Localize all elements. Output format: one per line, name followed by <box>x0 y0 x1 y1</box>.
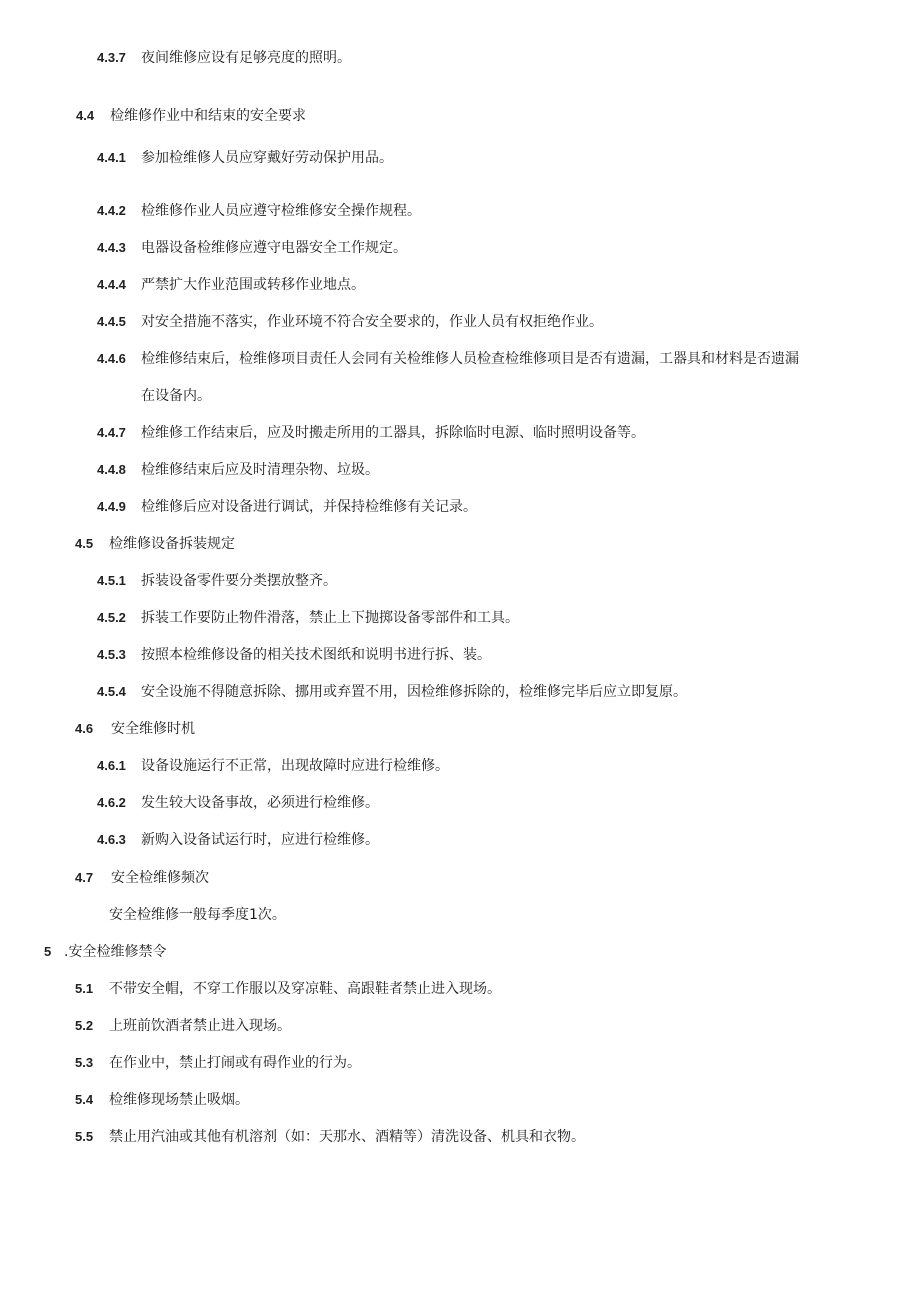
chapter-title: .安全检维修禁令 <box>64 944 167 960</box>
clause-4-5-3 <box>97 645 491 665</box>
clause-text: 电器设备检维修应遵守电器安全工作规定。 <box>141 240 407 256</box>
clause-number: 4.3.7 <box>97 50 126 65</box>
clause-4-5-1 <box>97 571 337 591</box>
clause-text: 检维修现场禁止吸烟。 <box>109 1092 249 1108</box>
clause-5-1 <box>75 979 501 999</box>
section-number: 4.6 <box>75 721 94 736</box>
section-number: 4.5 <box>75 536 94 551</box>
clause-text: 检维修结束后应及时清理杂物、垃圾。 <box>141 462 379 478</box>
clause-text: 严禁扩大作业范围或转移作业地点。 <box>141 277 365 293</box>
section-title: 检维修设备拆装规定 <box>109 536 235 552</box>
clause-4-3-7 <box>97 48 351 68</box>
section-4-7-heading <box>75 868 209 888</box>
clause-number: 4.4.1 <box>97 150 126 165</box>
clause-number: 4.4.7 <box>97 425 126 440</box>
clause-text: 拆装工作要防止物件滑落，禁止上下抛掷设备零部件和工具。 <box>141 610 519 626</box>
clause-number: 4.6.3 <box>97 832 126 847</box>
clause-5-5 <box>75 1127 585 1147</box>
clause-5-2 <box>75 1016 291 1036</box>
clause-4-4-5 <box>97 312 603 332</box>
clause-text: 发生较大设备事故，必须进行检维修。 <box>141 795 379 811</box>
clause-text: 按照本检维修设备的相关技术图纸和说明书进行拆、装。 <box>141 647 491 663</box>
clause-text: 检维修工作结束后，应及时搬走所用的工器具，拆除临时电源、临时照明设备等。 <box>141 425 645 441</box>
clause-text: 不带安全帽，不穿工作服以及穿凉鞋、高跟鞋者禁止进入现场。 <box>109 981 501 997</box>
clause-4-4-4 <box>97 275 365 295</box>
section-title: 检维修作业中和结束的安全要求 <box>110 108 306 124</box>
clause-number: 4.4.9 <box>97 499 126 514</box>
clause-4-5-2 <box>97 608 519 628</box>
section-number: 4.7 <box>75 870 94 885</box>
clause-number: 4.5.2 <box>97 610 126 625</box>
clause-number: 4.4.6 <box>97 351 126 366</box>
clause-text: 在设备内。 <box>141 388 211 404</box>
clause-text: 检维修后应对设备进行调试，并保持检维修有关记录。 <box>141 499 477 515</box>
clause-5-4 <box>75 1090 249 1110</box>
clause-text: 拆装设备零件要分类摆放整齐。 <box>141 573 337 589</box>
clause-4-4-2 <box>97 201 421 221</box>
clause-text: 检维修结束后，检维修项目责任人会同有关检维修人员检查检维修项目是否有遗漏，工器具和材料是否遗漏 <box>141 351 799 367</box>
clause-number: 5.1 <box>75 981 94 996</box>
clause-text: 检维修作业人员应遵守检维修安全操作规程。 <box>141 203 421 219</box>
clause-text: 新购入设备试运行时，应进行检维修。 <box>141 832 379 848</box>
chapter-5-heading <box>44 942 166 962</box>
clause-text: 参加检维修人员应穿戴好劳动保护用品。 <box>141 150 393 166</box>
clause-number: 4.4.5 <box>97 314 126 329</box>
section-title: 安全检维修频次 <box>111 870 209 886</box>
clause-number: 4.5.1 <box>97 573 126 588</box>
clause-number: 4.4.3 <box>97 240 126 255</box>
clause-4-4-6 <box>97 349 799 369</box>
clause-4-4-1 <box>97 148 393 168</box>
clause-number: 4.4.8 <box>97 462 126 477</box>
clause-number: 4.6.2 <box>97 795 126 810</box>
clause-4-6-1 <box>97 756 449 776</box>
chapter-number: 5 <box>44 944 52 959</box>
clause-4-6-3 <box>97 830 379 850</box>
clause-4-5-4 <box>97 682 687 702</box>
clause-4-4-8 <box>97 460 379 480</box>
clause-number: 5.5 <box>75 1129 94 1144</box>
clause-number: 4.6.1 <box>97 758 126 773</box>
clause-number: 5.2 <box>75 1018 94 1033</box>
section-number: 4.4 <box>76 108 95 123</box>
paragraph-text: 安全检维修一般每季度1次。 <box>109 907 286 923</box>
clause-number: 5.3 <box>75 1055 94 1070</box>
clause-text: 在作业中，禁止打闹或有碍作业的行为。 <box>109 1055 361 1071</box>
clause-text: 对安全措施不落实，作业环境不符合安全要求的，作业人员有权拒绝作业。 <box>141 314 603 330</box>
clause-number: 5.4 <box>75 1092 94 1107</box>
section-title: 安全维修时机 <box>111 721 195 737</box>
section-4-5-heading <box>75 534 235 554</box>
clause-text: 安全设施不得随意拆除、挪用或弃置不用，因检维修拆除的，检维修完毕后应立即复原。 <box>141 684 687 700</box>
clause-5-3 <box>75 1053 361 1073</box>
clause-4-4-9 <box>97 497 477 517</box>
clause-text: 上班前饮酒者禁止进入现场。 <box>109 1018 291 1034</box>
section-4-7-body <box>109 905 286 925</box>
clause-number: 4.5.3 <box>97 647 126 662</box>
clause-4-4-3 <box>97 238 407 258</box>
clause-number: 4.4.2 <box>97 203 126 218</box>
section-4-6-heading <box>75 719 195 739</box>
section-4-4-heading <box>76 106 306 126</box>
clause-4-4-7 <box>97 423 645 443</box>
clause-4-6-2 <box>97 793 379 813</box>
clause-text: 设备设施运行不正常，出现故障时应进行检维修。 <box>141 758 449 774</box>
clause-4-4-6-continuation <box>141 386 211 406</box>
clause-number: 4.5.4 <box>97 684 126 699</box>
clause-text: 禁止用汽油或其他有机溶剂（如：天那水、酒精等）清洗设备、机具和衣物。 <box>109 1129 585 1145</box>
clause-text: 夜间维修应设有足够亮度的照明。 <box>141 50 351 66</box>
clause-number: 4.4.4 <box>97 277 126 292</box>
